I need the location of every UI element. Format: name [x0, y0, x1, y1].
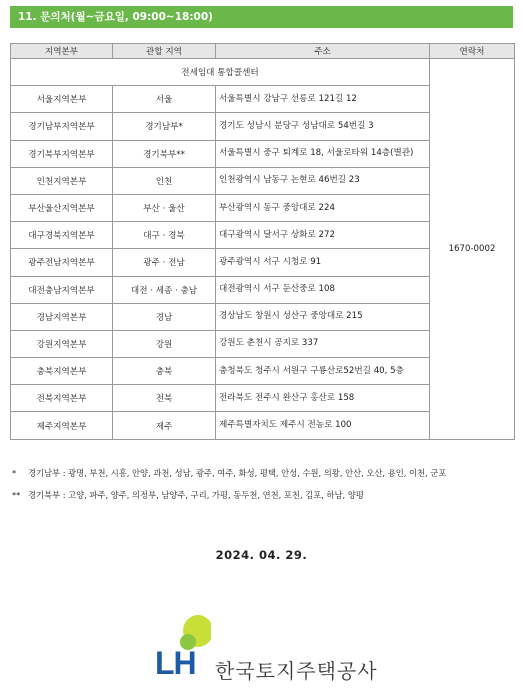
footnote-gyeonggi-north: [12, 488, 517, 510]
address: 대전광역시 서구 둔산중로 108: [216, 276, 430, 303]
section-title: 11. 문의처(월~금요일, 09:00~18:00): [10, 6, 513, 28]
table-header-row: [11, 44, 515, 59]
region-name: 서울지역본부: [11, 86, 113, 113]
address: 강원도 춘천시 공지로 337: [216, 330, 430, 357]
table-row-callcenter: [11, 59, 515, 86]
footnote-mark: **: [12, 490, 21, 500]
region-name: 인천지역본부: [11, 167, 113, 194]
region-name: 제주지역본부: [11, 412, 113, 439]
region-name: 광주전남지역본부: [11, 249, 113, 276]
region-name: 강원지역본부: [11, 330, 113, 357]
footnote-gyeonggi-south: [12, 466, 517, 488]
address: 제주특별자치도 제주시 전농로 100: [216, 412, 430, 439]
area-name: 강원: [113, 330, 216, 357]
area-name: 제주: [113, 412, 216, 439]
area-name: 전북: [113, 385, 216, 412]
footnote-text: 경기남부 : 광명, 부천, 시흥, 안양, 과천, 성남, 광주, 여주, 화성, 평택, 안성, 수원, 의왕, 안산, 오산, 용인, 이천, 군포: [28, 468, 447, 478]
callcenter-title: 전세임대 통합콜센터: [11, 59, 430, 86]
lh-logo: [151, 613, 381, 683]
header-region: 지역본부: [11, 44, 113, 59]
address: 인천광역시 남동구 논현로 46번길 23: [216, 167, 430, 194]
lh-logo-text: LH: [155, 645, 196, 681]
header-phone: 연락처: [430, 44, 515, 59]
region-name: 대전충남지역본부: [11, 276, 113, 303]
document-date: 2024. 04. 29.: [215, 548, 308, 562]
area-name: 충북: [113, 358, 216, 385]
contact-table: [10, 43, 515, 440]
header-area: 관할 지역: [113, 44, 216, 59]
region-name: 경기북부지역본부: [11, 140, 113, 167]
area-name: 대구 · 경북: [113, 222, 216, 249]
footnote-mark: *: [12, 468, 17, 478]
address: 서울특별시 강남구 선릉로 121길 12: [216, 86, 430, 113]
organization-name: 한국토지주택공사: [215, 659, 378, 683]
address: 대구광역시 달서구 상화로 272: [216, 222, 430, 249]
area-name: 부산 · 울산: [113, 194, 216, 221]
area-name: 서울: [113, 86, 216, 113]
area-name: 경남: [113, 303, 216, 330]
address: 경상남도 창원시 성산구 중앙대로 215: [216, 303, 430, 330]
region-name: 경남지역본부: [11, 303, 113, 330]
footnote-text: 경기북부 : 고양, 파주, 양주, 의정부, 남양주, 구리, 가평, 동두천, 연천, 포천, 김포, 하남, 양평: [28, 490, 364, 500]
address: 충청북도 청주시 서원구 구룡산로52번길 40, 5층: [216, 358, 430, 385]
area-name: 대전 · 세종 · 충남: [113, 276, 216, 303]
region-name: 충북지역본부: [11, 358, 113, 385]
region-name: 부산울산지역본부: [11, 194, 113, 221]
region-name: 경기남부지역본부: [11, 113, 113, 140]
address: 부산광역시 동구 중앙대로 224: [216, 194, 430, 221]
header-address: 주소: [216, 44, 430, 59]
area-name: 경기남부*: [113, 113, 216, 140]
footnotes: [12, 466, 517, 510]
address: 경기도 성남시 분당구 성남대로 54번길 3: [216, 113, 430, 140]
region-name: 대구경북지역본부: [11, 222, 113, 249]
area-name: 인천: [113, 167, 216, 194]
region-name: 전북지역본부: [11, 385, 113, 412]
address: 광주광역시 서구 시청로 91: [216, 249, 430, 276]
address: 전라북도 전주시 완산구 홍산로 158: [216, 385, 430, 412]
address: 서울특별시 중구 퇴계로 18, 서울로타워 14층(별관): [216, 140, 430, 167]
area-name: 경기북부**: [113, 140, 216, 167]
area-name: 광주 · 전남: [113, 249, 216, 276]
phone-number: 1670-0002: [430, 59, 515, 440]
